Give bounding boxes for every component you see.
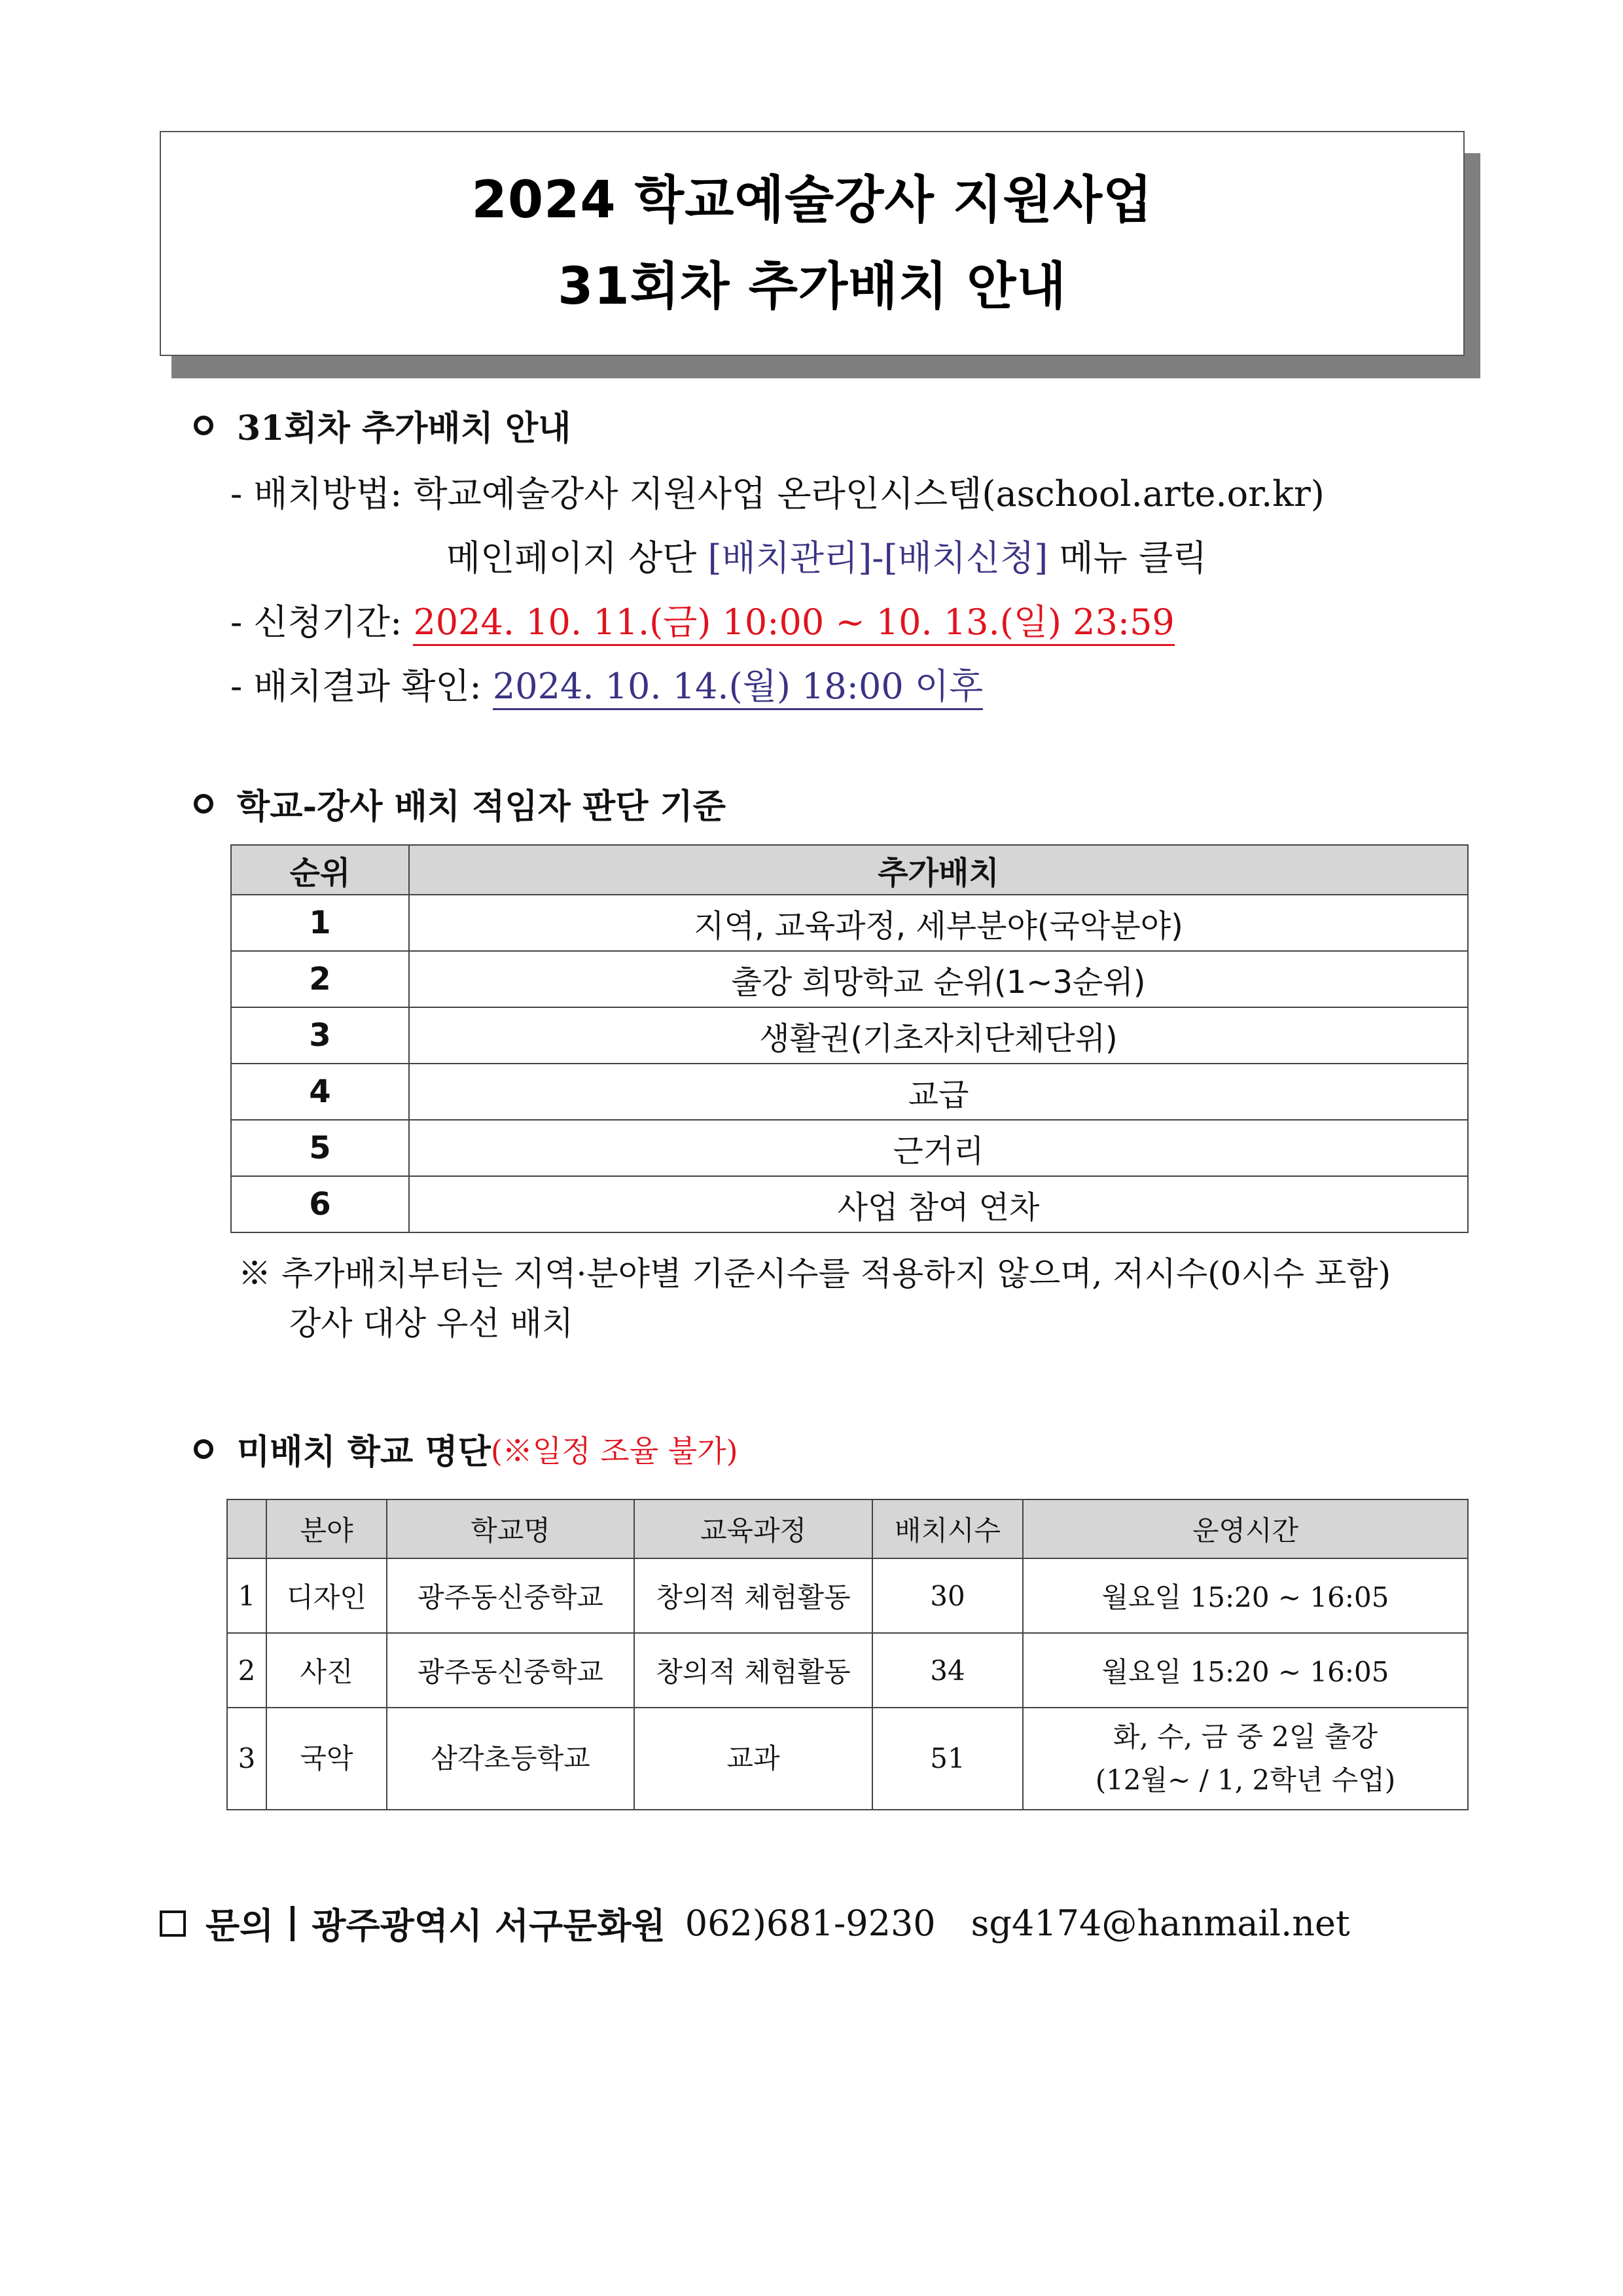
school-field: 국악 [266, 1708, 387, 1810]
criteria-note [238, 1249, 1482, 1348]
school-time: 월요일 15:20 ~ 16:05 [1023, 1633, 1468, 1708]
school-hours: 30 [872, 1558, 1023, 1633]
contact-label: 문의 [205, 1905, 274, 1946]
period-label: - 신청기간: [230, 601, 414, 643]
result-line [230, 658, 983, 709]
criteria-rank: 3 [231, 1007, 409, 1064]
result-label: - 배치결과 확인: [230, 666, 493, 707]
criteria-header-row [231, 845, 1468, 895]
method-line [230, 466, 1325, 516]
school-time-note: (12월~ / 1, 2학년 수업) [1095, 1764, 1396, 1796]
result-value: 2024. 10. 14.(월) 18:00 이후 [493, 666, 983, 710]
section-1-heading-text: 31회차 추가배치 안내 [237, 408, 571, 448]
criteria-rank: 6 [231, 1176, 409, 1232]
section-3-heading-note: (※일정 조율 불가) [490, 1433, 738, 1469]
table-row [231, 1120, 1468, 1176]
method-text-2-pre: 메인페이지 상단 [446, 537, 708, 579]
section-3-heading-text: 미배치 학교 명단 [237, 1432, 491, 1472]
table-row [231, 1176, 1468, 1232]
criteria-text: 출강 희망학교 순위(1~3순위) [409, 951, 1468, 1007]
criteria-header-rank: 순위 [231, 845, 409, 895]
unassigned-schools-table [226, 1499, 1469, 1810]
table-row [227, 1708, 1468, 1810]
school-no: 2 [227, 1633, 266, 1708]
schools-header-field: 분야 [266, 1499, 387, 1558]
contact-org: 광주광역시 서구문화원 [312, 1905, 666, 1946]
schools-header-course: 교육과정 [634, 1499, 872, 1558]
circle-bullet-icon [194, 1439, 213, 1459]
table-row [231, 895, 1468, 951]
title-box [160, 131, 1465, 356]
method-line-2 [446, 530, 1207, 581]
criteria-text: 근거리 [409, 1120, 1468, 1176]
schools-header-school: 학교명 [387, 1499, 634, 1558]
table-row [227, 1633, 1468, 1708]
table-row [227, 1558, 1468, 1633]
square-bullet-icon [160, 1910, 186, 1937]
criteria-rank: 2 [231, 951, 409, 1007]
criteria-table [230, 844, 1469, 1233]
schools-header-row [227, 1499, 1468, 1558]
schools-header-no [227, 1499, 266, 1558]
school-name: 광주동신중학교 [387, 1558, 634, 1633]
criteria-text: 지역, 교육과정, 세부분야(국악분야) [409, 895, 1468, 951]
circle-bullet-icon [194, 416, 213, 435]
school-hours: 34 [872, 1633, 1023, 1708]
school-field: 사진 [266, 1633, 387, 1708]
criteria-text: 교급 [409, 1064, 1468, 1120]
period-value: 2024. 10. 11.(금) 10:00 ~ 10. 13.(일) 23:59 [413, 601, 1174, 646]
criteria-header-criteria: 추가배치 [409, 845, 1468, 895]
table-row [231, 1064, 1468, 1120]
school-time-cell [1023, 1708, 1468, 1810]
school-no: 3 [227, 1708, 266, 1810]
method-text-2-post: 메뉴 클릭 [1048, 537, 1207, 579]
school-course: 창의적 체험활동 [634, 1633, 872, 1708]
criteria-rank: 4 [231, 1064, 409, 1120]
schools-header-hours: 배치시수 [872, 1499, 1023, 1558]
criteria-text: 사업 참여 연차 [409, 1176, 1468, 1232]
school-field: 디자인 [266, 1558, 387, 1633]
schools-header-time: 운영시간 [1023, 1499, 1468, 1558]
criteria-note-line-2: 강사 대상 우선 배치 [289, 1304, 574, 1342]
school-course: 교과 [634, 1708, 872, 1810]
method-menu: [배치관리]-[배치신청] [707, 537, 1048, 579]
section-3-heading [194, 1424, 738, 1473]
title-line-2: 31회차 추가배치 안내 [558, 257, 1067, 316]
divider-bar [291, 1906, 294, 1941]
school-name: 광주동신중학교 [387, 1633, 634, 1708]
method-label: - 배치방법: [230, 473, 414, 514]
contact-email[interactable]: sg4174@hanmail.net [971, 1903, 1350, 1944]
section-2-heading [194, 779, 726, 828]
school-no: 1 [227, 1558, 266, 1633]
criteria-rank: 5 [231, 1120, 409, 1176]
title-line-1: 2024 학교예술강사 지원사업 [471, 171, 1153, 230]
school-time: 화, 수, 금 중 2일 출강 [1113, 1721, 1378, 1753]
criteria-rank: 1 [231, 895, 409, 951]
school-time: 월요일 15:20 ~ 16:05 [1023, 1558, 1468, 1633]
school-hours: 51 [872, 1708, 1023, 1810]
school-course: 창의적 체험활동 [634, 1558, 872, 1633]
section-1-heading [194, 401, 571, 450]
table-row [231, 1007, 1468, 1064]
contact-line [160, 1898, 1350, 1948]
criteria-note-line-1: ※ 추가배치부터는 지역·분야별 기준시수를 적용하지 않으며, 저시수(0시수 포함) [238, 1255, 1391, 1293]
criteria-text: 생활권(기초자치단체단위) [409, 1007, 1468, 1064]
table-row [231, 951, 1468, 1007]
section-2-heading-text: 학교-강사 배치 적임자 판단 기준 [237, 787, 726, 827]
period-line [230, 594, 1175, 645]
method-text: 학교예술강사 지원사업 온라인시스템(aschool.arte.or.kr) [413, 473, 1325, 514]
circle-bullet-icon [194, 794, 213, 814]
school-name: 삼각초등학교 [387, 1708, 634, 1810]
contact-phone: 062)681-9230 [685, 1903, 936, 1944]
